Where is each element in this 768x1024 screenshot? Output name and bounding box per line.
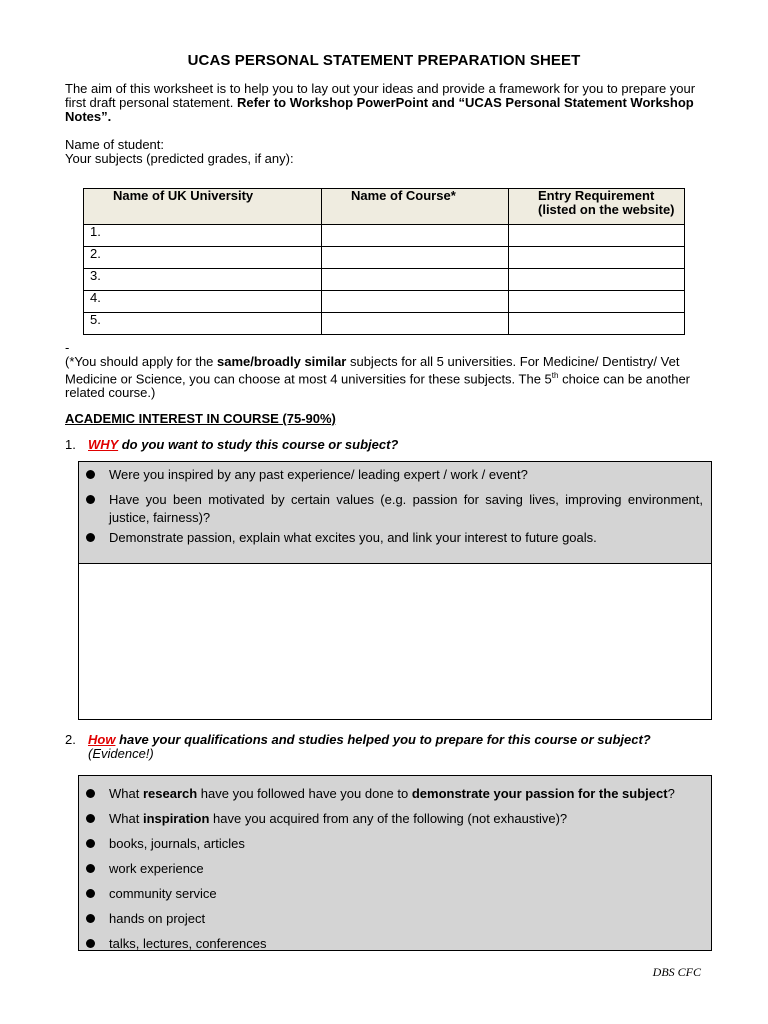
note-text-3: choice can be another related course.) — [65, 371, 691, 401]
list-item — [79, 806, 711, 831]
row-number: 2. — [84, 247, 322, 269]
table-header-row — [84, 189, 685, 225]
list-item — [79, 881, 711, 906]
intro-paragraph — [65, 82, 705, 124]
bullet-icon — [86, 789, 95, 798]
list-item — [79, 491, 711, 527]
bullet-icon — [86, 889, 95, 898]
table-row — [84, 247, 685, 269]
entry-cell[interactable] — [509, 225, 685, 247]
bullet-text: What — [109, 811, 143, 826]
question-number: 2. — [65, 732, 76, 747]
question-1-answer-area[interactable] — [79, 564, 711, 716]
question-text: have your qualifications and studies helped you to prepare for this course or subject? — [115, 732, 651, 747]
bullet-text: What — [109, 786, 143, 801]
note-text-1: (*You should apply for the — [65, 354, 218, 369]
col-header-entry — [509, 189, 685, 225]
question-2-bullets — [79, 776, 711, 956]
bullet-text: have you followed have you done to — [197, 786, 412, 801]
bullet-text: hands on project — [109, 911, 206, 926]
question-keyword: How — [88, 732, 116, 747]
list-item — [79, 466, 711, 484]
list-item — [79, 856, 711, 881]
bullet-icon — [86, 914, 95, 923]
note-superscript: th — [551, 371, 559, 380]
entry-header-line2: (listed on the website) — [538, 202, 675, 217]
bullet-bold: demonstrate your passion for the subject — [411, 786, 668, 801]
bullet-text: Have you been motivated by certain values (e.g. passion for saving lives, improving environment, justice, fairness)? — [109, 492, 703, 525]
bullet-text: books, journals, articles — [109, 836, 245, 851]
table-row — [84, 225, 685, 247]
section-heading: ACADEMIC INTEREST IN COURSE (75-90%) — [65, 411, 336, 426]
bullet-text: talks, lectures, conferences — [109, 936, 267, 951]
col-header-university: Name of UK University — [84, 189, 322, 225]
bullet-text: community service — [109, 886, 217, 901]
subjects-label: Your subjects (predicted grades, if any): — [65, 151, 294, 166]
bullet-icon — [86, 495, 95, 504]
question-1 — [65, 438, 398, 452]
course-cell[interactable] — [322, 225, 509, 247]
bullet-text: have you acquired from any of the following (not exhaustive)? — [209, 811, 568, 826]
question-subtext: (Evidence!) — [88, 746, 154, 761]
row-number: 1. — [84, 225, 322, 247]
question-text: do you want to study this course or subject? — [118, 437, 399, 452]
table-row — [84, 291, 685, 313]
entry-cell[interactable] — [509, 247, 685, 269]
intro-text: The aim of this worksheet is to help you to lay out your ideas and provide a framework for you to prepare your first draft personal statement. — [65, 81, 696, 110]
question-2 — [65, 733, 651, 761]
footer-label: DBS CFC — [652, 965, 701, 979]
note-text-2: subjects for all 5 universities. For Medicine/ Dentistry/ Vet Medicine or Science, you can choose at most 4 universities for these subjects. The 5 — [65, 354, 680, 387]
page-title: UCAS PERSONAL STATEMENT PREPARATION SHEET — [187, 52, 581, 69]
entry-header-line1: Entry Requirement — [538, 188, 655, 203]
bullet-icon — [86, 864, 95, 873]
entry-cell[interactable] — [509, 313, 685, 335]
list-item — [79, 529, 711, 547]
course-cell[interactable] — [322, 291, 509, 313]
question-keyword: WHY — [88, 437, 119, 452]
note-bold: same/broadly similar — [217, 354, 347, 369]
bullet-icon — [86, 839, 95, 848]
question-2-box — [78, 775, 712, 951]
course-cell[interactable] — [322, 313, 509, 335]
question-1-prompts — [79, 462, 711, 564]
col-header-course: Name of Course* — [322, 189, 509, 225]
student-fields — [65, 138, 294, 166]
bullet-bold: research — [142, 786, 198, 801]
entry-cell[interactable] — [509, 291, 685, 313]
table-row — [84, 269, 685, 291]
question-1-bullets — [79, 466, 711, 547]
list-item — [79, 906, 711, 931]
list-item — [79, 931, 711, 956]
table-row — [84, 313, 685, 335]
intro-reference: Refer to Workshop PowerPoint and “UCAS Personal Statement Workshop Notes”. — [65, 95, 694, 124]
bullet-text: Were you inspired by any past experience/ leading expert / work / event? — [109, 467, 528, 482]
bullet-icon — [86, 814, 95, 823]
bullet-icon — [86, 533, 95, 542]
university-table — [83, 188, 685, 335]
course-cell[interactable] — [322, 247, 509, 269]
apply-note — [65, 355, 705, 400]
row-number: 4. — [84, 291, 322, 313]
bullet-icon — [86, 939, 95, 948]
list-item — [79, 831, 711, 856]
entry-cell[interactable] — [509, 269, 685, 291]
row-number: 3. — [84, 269, 322, 291]
dash-mark: - — [65, 340, 70, 355]
question-1-box — [78, 461, 712, 720]
bullet-icon — [86, 470, 95, 479]
bullet-text: ? — [667, 786, 675, 801]
course-cell[interactable] — [322, 269, 509, 291]
bullet-bold: inspiration — [142, 811, 210, 826]
bullet-text: work experience — [109, 861, 204, 876]
bullet-text: Demonstrate passion, explain what excites you, and link your interest to future goals. — [109, 530, 597, 545]
row-number: 5. — [84, 313, 322, 335]
question-number: 1. — [65, 437, 76, 452]
student-name-label: Name of student: — [65, 137, 164, 152]
list-item — [79, 781, 711, 806]
